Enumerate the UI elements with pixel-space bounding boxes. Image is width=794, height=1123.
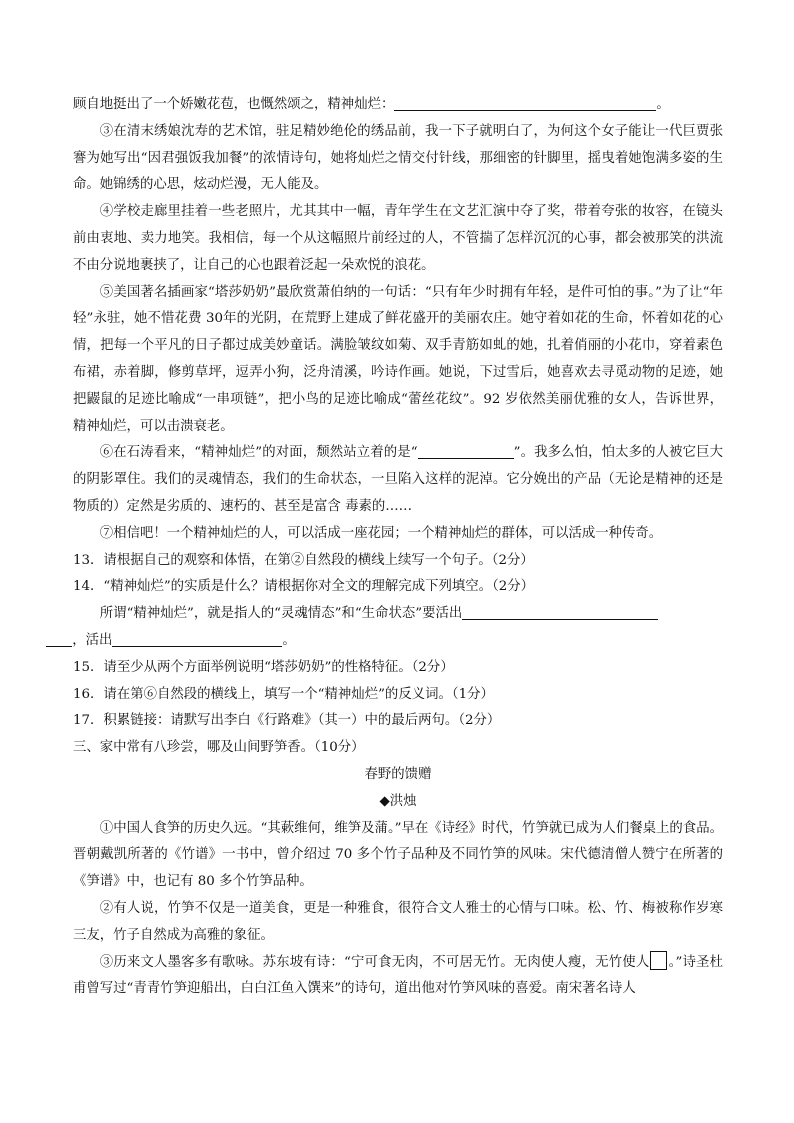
paragraph-text: ”。我多么怕，怕太多的人被它巨大的阴影罩住。我们的灵魂情态，我们的生命状态，一旦陷入这样的泥淖。它分娩出的产品（无论是精神的还是物质的）定然是劣质的、速朽的、甚至是富含 毒素的…… (73, 445, 723, 514)
fill-text: 所谓“精神灿烂”，就是指人的“灵魂情态”和“生命状态”要活出 (99, 606, 463, 622)
paragraph-text: 。 (656, 97, 670, 112)
paragraph-text: ⑥在石涛看来，“精神灿烂”的对面，颓然站立着的是“ (99, 445, 418, 461)
fill-text: ，活出 (72, 632, 113, 648)
reading-paragraph-1: ①中国人食笋的历史久远。“其蔌维何，维笋及蒲。”早在《诗经》时代，竹笋就已成为人们餐桌上的食品。晋朝戴凯所著的《竹谱》一书中，曾介绍过 70 多个竹子品种及不同竹笋的风味。宋代德清僧人赞宁在所著的《笋谱》中，也记有 80 多个竹笋品种。 (73, 820, 723, 890)
fill-text: 。 (282, 632, 296, 648)
question-17: 17．积累链接：请默写出李白《行路难》（其一）中的最后两句。（2分） (73, 713, 501, 729)
question-13: 13．请根据自己的观察和体悟，在第②自然段的横线上续写一个句子。（2分） (73, 552, 534, 568)
paragraph-3: ③在清末绣娘沈寿的艺术馆，驻足精妙绝伦的绣品前，我一下子就明白了，为何这个女子能让一代巨贾张謇为她写出“因君强饭我加餐”的浓情诗句，她将灿烂之情交付针线，那细密的针脚里，摇曳着她饱满多姿的生命。她锦绣的心思，炫动烂漫，无人能及。 (73, 123, 723, 193)
answer-blank-q16[interactable] (418, 443, 514, 459)
paragraph-5: ⑤美国著名插画家“塔莎奶奶”最欣赏萧伯纳的一句话：“只有年少时拥有年轻，是件可怕的事。”为了让“年轻”永驻，她不惜花费 30年的光阴，在荒野上建成了鲜花盛开的美丽农庄。她守着如花的生命，怀着如花的心情，把每一个平凡的日子都过成美妙童话。满脸皱纹如菊、双手青筋如虬的她，扎着俏丽的小花巾，穿着素色布裙，赤着脚，修剪草坪，逗弄小狗，泛舟清溪，吟诗作画。她说，下过雪后，她喜欢去寻觅动物的足迹，她把鼹鼠的足迹比喻成“一串项链”，把小鸟的足迹比喻成“蕾丝花纹”。92 岁依然美丽优雅的女人，告诉世界，精神灿烂，可以击溃衰老。 (73, 284, 723, 434)
paragraph-4: ④学校走廊里挂着一些老照片，尤其其中一幅，青年学生在文艺汇演中夺了奖，带着夸张的妆容，在镜头前由衷地、卖力地笑。我相信，每一个从这幅照片前经过的人，不管揣了怎样沉沉的心事，都会被那笑的洪流不由分说地裹挟了，让自己的心也跟着泛起一朵欢悦的浪花。 (73, 204, 723, 273)
paragraph-2-tail (73, 92, 723, 119)
question-14: 14．“精神灿烂”的实质是什么？请根据你对全文的理解完成下列填空。（2分） (73, 579, 535, 595)
answer-blank-q13[interactable] (394, 95, 656, 111)
question-16: 16．请在第⑥自然段的横线上，填写一个“精神灿烂”的反义词。（1分） (73, 686, 494, 702)
reading-paragraph-3 (73, 950, 723, 1004)
section-3-heading: 三、家中常有八珍尝，哪及山间野笋香。（10分） (73, 740, 365, 756)
answer-blank-q14a[interactable] (462, 604, 658, 620)
paragraph-text: 。”诗圣杜甫曾写过“青青竹笋迎船出，白白江鱼入馔来”的诗句，道出他对竹笋风味的喜爱。南宋著名诗人 (73, 954, 724, 997)
answer-blank-q14a-cont[interactable] (46, 631, 72, 647)
reading-paragraph-2: ②有人说，竹笋不仅是一道美食，更是一种雅食，很符合文人雅士的心情与口味。松、竹、梅被称作岁寒三友，竹子自然成为高雅的象征。 (73, 900, 723, 943)
answer-box[interactable] (650, 951, 667, 970)
article-title: 春野的馈赠 (364, 766, 432, 782)
paragraph-7: ⑦相信吧！一个精神灿烂的人，可以活成一座花园；一个精神灿烂的群体，可以活成一种传奇。 (99, 525, 663, 541)
paragraph-6 (73, 440, 723, 520)
page-content (73, 92, 723, 1003)
question-15: 15．请至少从两个方面举例说明“塔莎奶奶”的性格特征。（2分） (73, 659, 454, 675)
paragraph-text: ③历来文人墨客多有歌咏。苏东坡有诗：“宁可食无肉，不可居无竹。无肉使人瘦，无竹使人 (99, 954, 650, 970)
paragraph-text: 顾自地挺出了一个娇嫩花苞，也慨然颂之，精神灿烂： (73, 97, 395, 112)
answer-blank-q14b[interactable] (112, 631, 282, 647)
article-author: ◆洪烛 (379, 793, 417, 809)
question-14-fill (73, 601, 723, 655)
